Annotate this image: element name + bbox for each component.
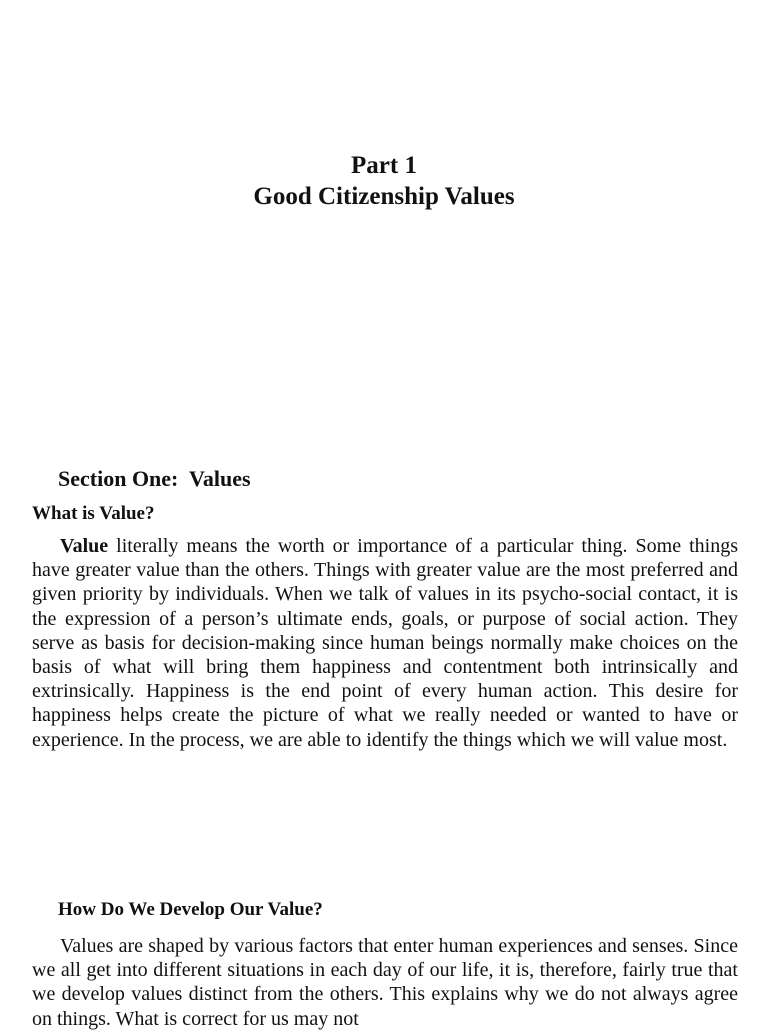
section-title: Section One: Values bbox=[58, 466, 251, 491]
paragraph-value-definition bbox=[32, 534, 738, 752]
part-title: Good Citizenship Values bbox=[253, 183, 515, 210]
subsection-heading-what-is-value: What is Value? bbox=[32, 503, 155, 524]
paragraph-develop-value bbox=[32, 934, 738, 1031]
part-number: Part 1 bbox=[351, 152, 417, 179]
paragraph-text: literally means the worth or importance of a particular thing. Some things have greater value than the others. Things with greater value are the most preferred and given priority by individuals. When we talk of values in its psycho-social contact, it is the expression of a person’s ultimate ends, goals, or purpose of social action. They serve as basis for decision-making since human beings normally make choices on the basis of what will bring them happiness and contentment both intrinsically and extrinsically. Happiness is the end point of every human action. This desire for happiness helps create the picture of what we really needed or wanted to have or experience. In the process, we are able to identify the things which we will value most. bbox=[32, 535, 738, 751]
part-heading bbox=[0, 150, 768, 212]
paragraph-text: Values are shaped by various factors that enter human experiences and senses. Since we all get into different situations in each day of our life, it is, therefore, fairly true that we develop values distinct from the others. This explains why we do not always agree on things. What is correct for us may not bbox=[32, 935, 738, 1030]
subsection-heading-develop-value: How Do We Develop Our Value? bbox=[58, 899, 323, 920]
lead-term: Value bbox=[60, 535, 109, 557]
